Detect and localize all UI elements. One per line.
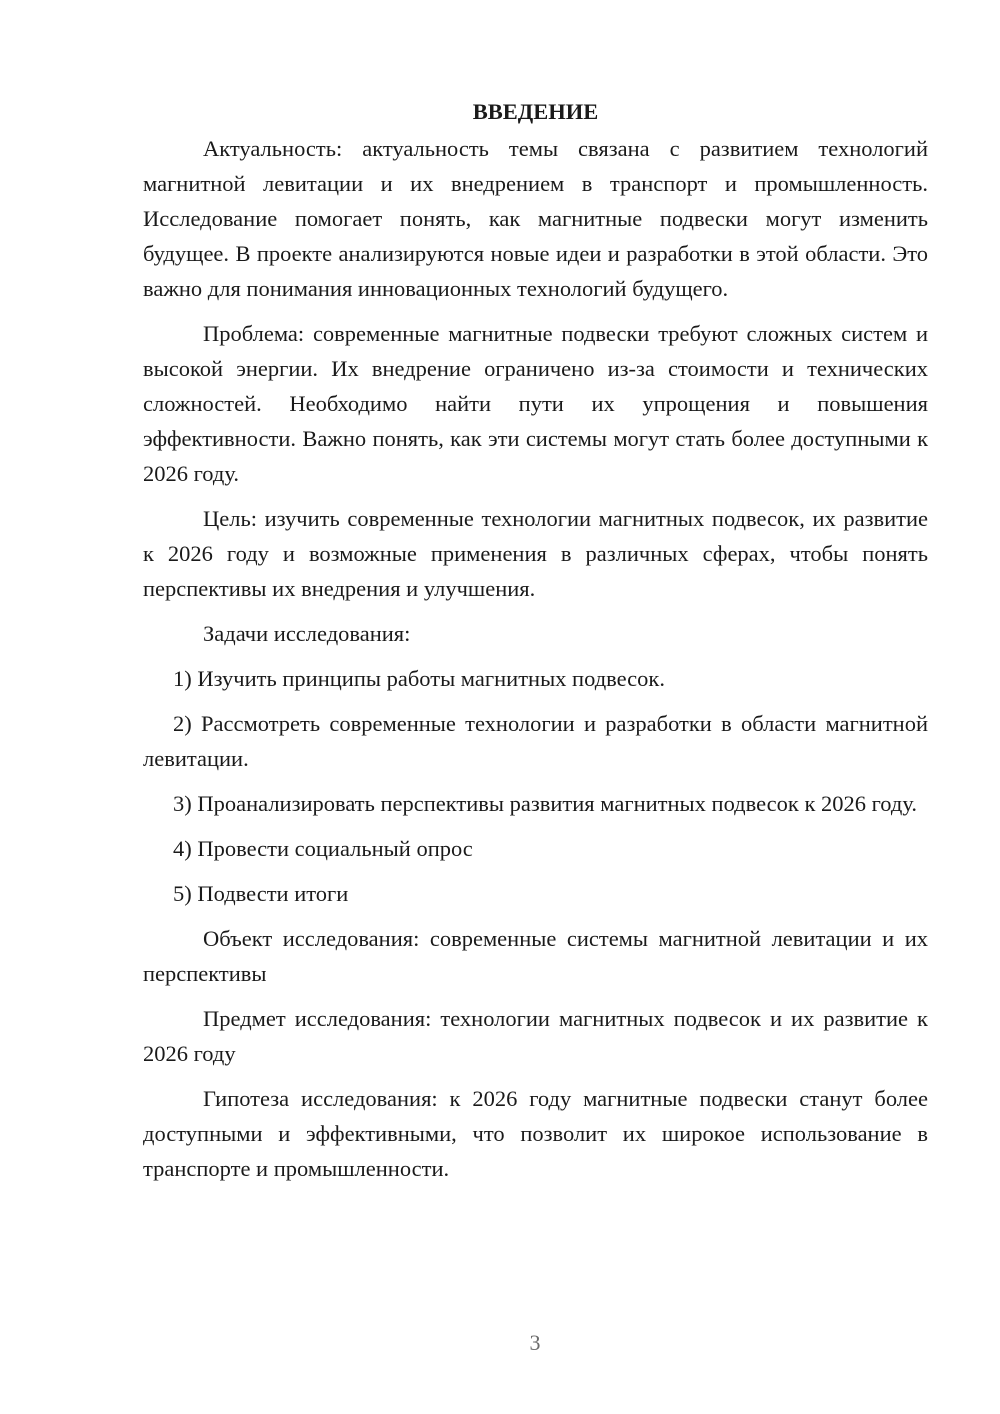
paragraph-subject: Предмет исследования: технологии магнитных подвесок и их развитие к 2026 году — [143, 1006, 928, 1066]
task-item-5: 5) Подвести итоги — [173, 881, 349, 906]
tasks-heading: Задачи исследования: — [203, 621, 411, 646]
paragraph-problem: Проблема: современные магнитные подвески требуют сложных систем и высокой энергии. Их внедрение ограничено из-за стоимости и технических сложностей. Необходимо найти пути их упрощения и повышения эффективности. Важно понять, как эти системы могут стать более доступными к 2026 году. — [143, 321, 928, 486]
page-number: 3 — [529, 1330, 541, 1355]
paragraph-relevance: Актуальность: актуальность темы связана с развитием технологий магнитной левитации и их внедрением в транспорт и промышленность. Исследование помогает понять, как магнитные подвески могут изменить будущее. В проекте анализируются новые идеи и разработки в этой области. Это важно для понимания инновационных технологий будущего. — [143, 136, 928, 301]
paragraph-object: Объект исследования: современные системы магнитной левитации и их перспективы — [143, 926, 928, 986]
task-item-4: 4) Провести социальный опрос — [173, 836, 473, 861]
page-title: ВВЕДЕНИЕ — [472, 99, 599, 124]
task-item-3: 3) Проанализировать перспективы развития магнитных подвесок к 2026 году. — [173, 791, 917, 816]
task-item-2: 2) Рассмотреть современные технологии и разработки в области магнитной левитации. — [143, 711, 928, 771]
paragraph-goal: Цель: изучить современные технологии магнитных подвесок, их развитие к 2026 году и возможные применения в различных сферах, чтобы понять перспективы их внедрения и улучшения. — [143, 506, 928, 601]
task-item-1: 1) Изучить принципы работы магнитных подвесок. — [173, 666, 665, 691]
paragraph-hypothesis: Гипотеза исследования: к 2026 году магнитные подвески станут более доступными и эффективными, что позволит их широкое использование в транспорте и промышленности. — [143, 1086, 928, 1181]
page-content — [143, 94, 928, 1196]
